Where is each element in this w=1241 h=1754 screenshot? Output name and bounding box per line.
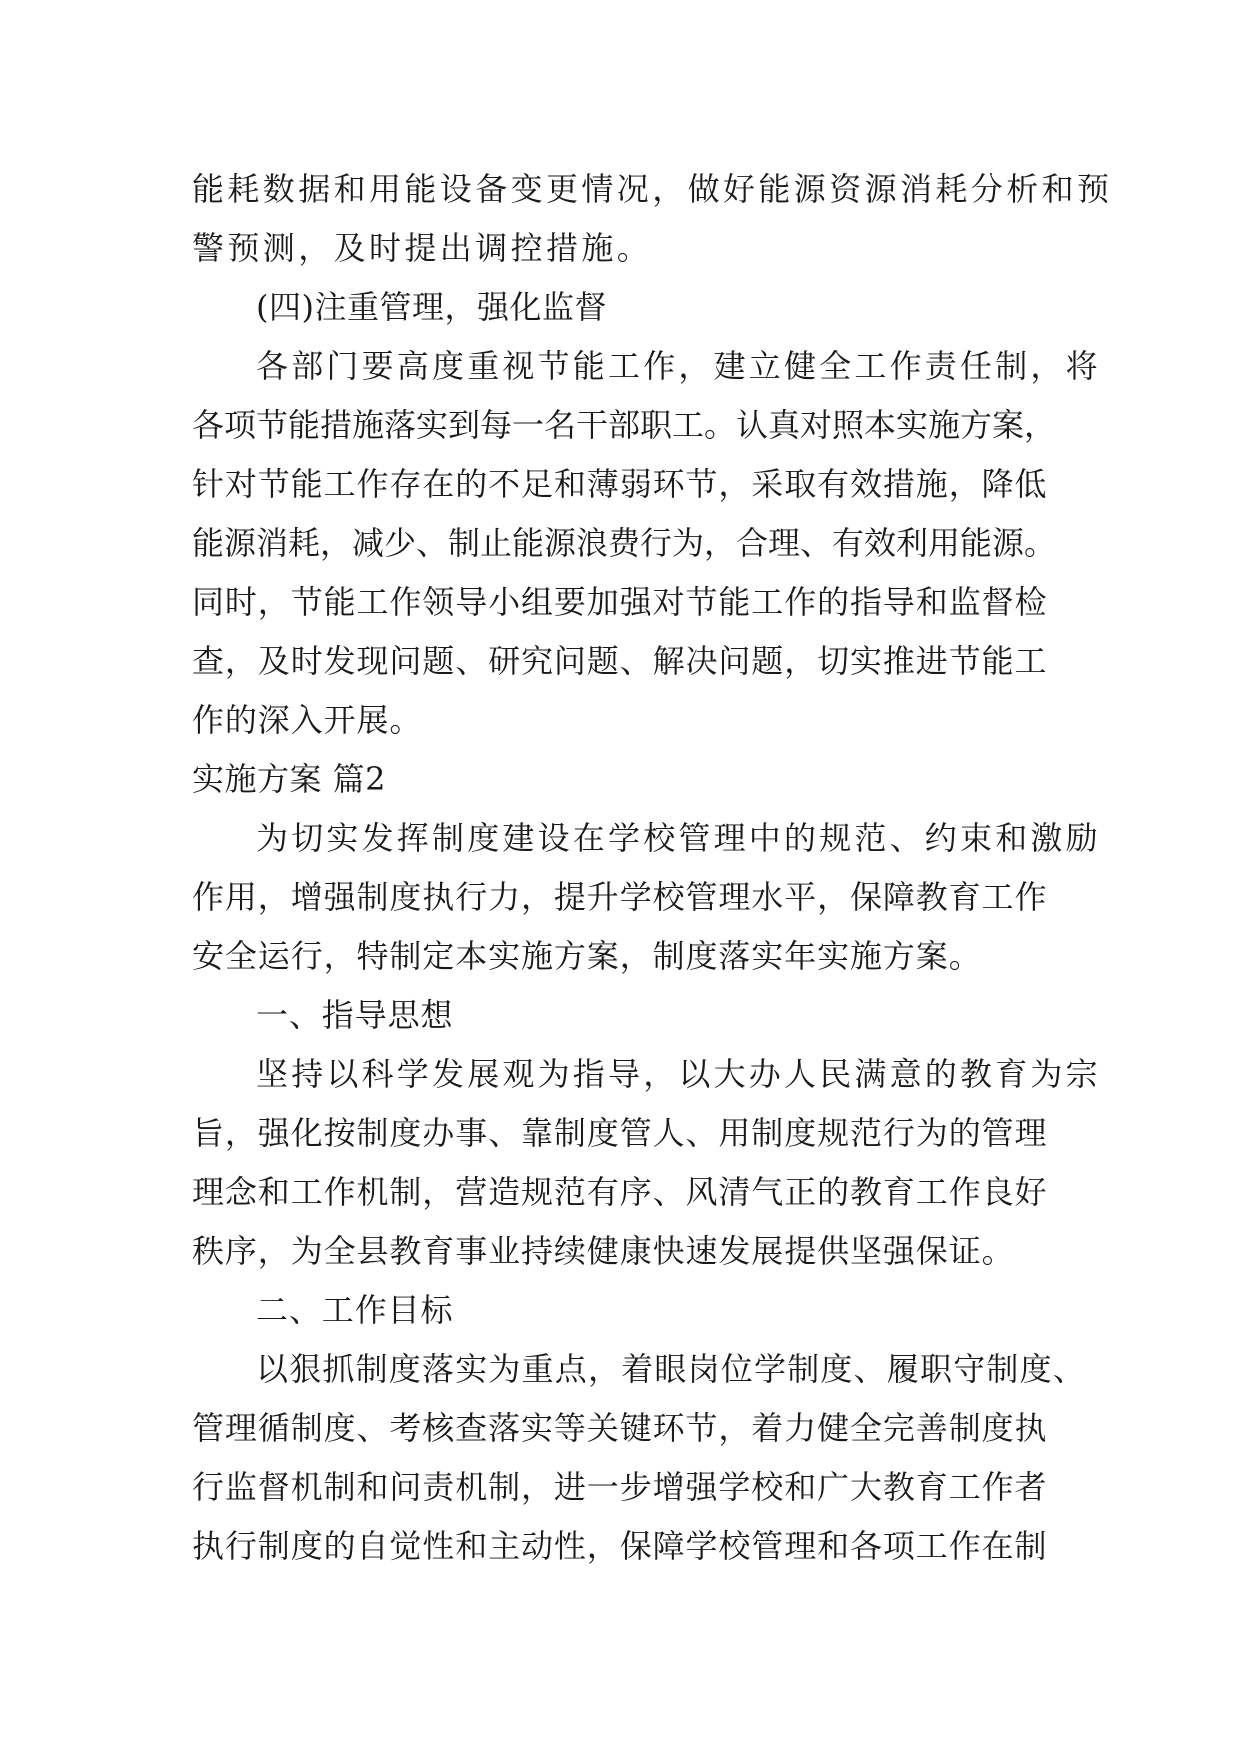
- text-line: 作用，增强制度执行力，提升学校管理水平，保障教育工作: [192, 878, 1048, 916]
- text-line: 旨，强化按制度办事、靠制度管人、用制度规范行为的管理: [192, 1114, 1048, 1152]
- section-heading: 二、工作目标: [256, 1291, 454, 1329]
- text-line: 为切实发挥制度建设在学校管理中的规范、约束和激励: [256, 819, 1101, 857]
- text-line: 各项节能措施落实到每一名干部职工。认真对照本实施方案，: [192, 406, 1057, 444]
- text-line: 执行制度的自觉性和主动性，保障学校管理和各项工作在制: [192, 1527, 1048, 1565]
- section-heading: 一、指导思想: [256, 996, 454, 1034]
- text-line: 坚持以科学发展观为指导，以大办人民满意的教育为宗: [256, 1055, 1101, 1093]
- text-line: 能耗数据和用能设备变更情况，做好能源资源消耗分析和预: [192, 170, 1113, 208]
- text-line: 作的深入开展。: [192, 701, 423, 739]
- document-page: [192, 160, 1113, 1576]
- text-line: 针对节能工作存在的不足和薄弱环节，采取有效措施，降低: [192, 465, 1048, 503]
- text-line: 警预测，及时提出调控措施。: [192, 229, 653, 267]
- part-title: 实施方案 篇2: [192, 760, 387, 798]
- text-line: 管理循制度、考核查落实等关键环节，着力健全完善制度执: [192, 1409, 1048, 1447]
- text-line: 同时，节能工作领导小组要加强对节能工作的指导和监督检: [192, 583, 1048, 621]
- text-line: 行监督机制和问责机制，进一步增强学校和广大教育工作者: [192, 1468, 1048, 1506]
- text-line: 查，及时发现问题、研究问题、解决问题，切实推进节能工: [192, 642, 1048, 680]
- text-line: 各部门要高度重视节能工作，建立健全工作责任制，将: [256, 347, 1101, 385]
- text-line: 秩序，为全县教育事业持续健康快速发展提供坚强保证。: [192, 1232, 1015, 1270]
- section-heading: (四)注重管理，强化监督: [256, 288, 607, 326]
- text-line: 能源消耗，减少、制止能源浪费行为，合理、有效利用能源。: [192, 524, 1057, 562]
- text-line: 以狠抓制度落实为重点，着眼岗位学制度、履职守制度、: [256, 1350, 1087, 1388]
- text-line: 安全运行，特制定本实施方案，制度落实年实施方案。: [192, 937, 982, 975]
- text-line: 理念和工作机制，营造规范有序、风清气正的教育工作良好: [192, 1173, 1048, 1211]
